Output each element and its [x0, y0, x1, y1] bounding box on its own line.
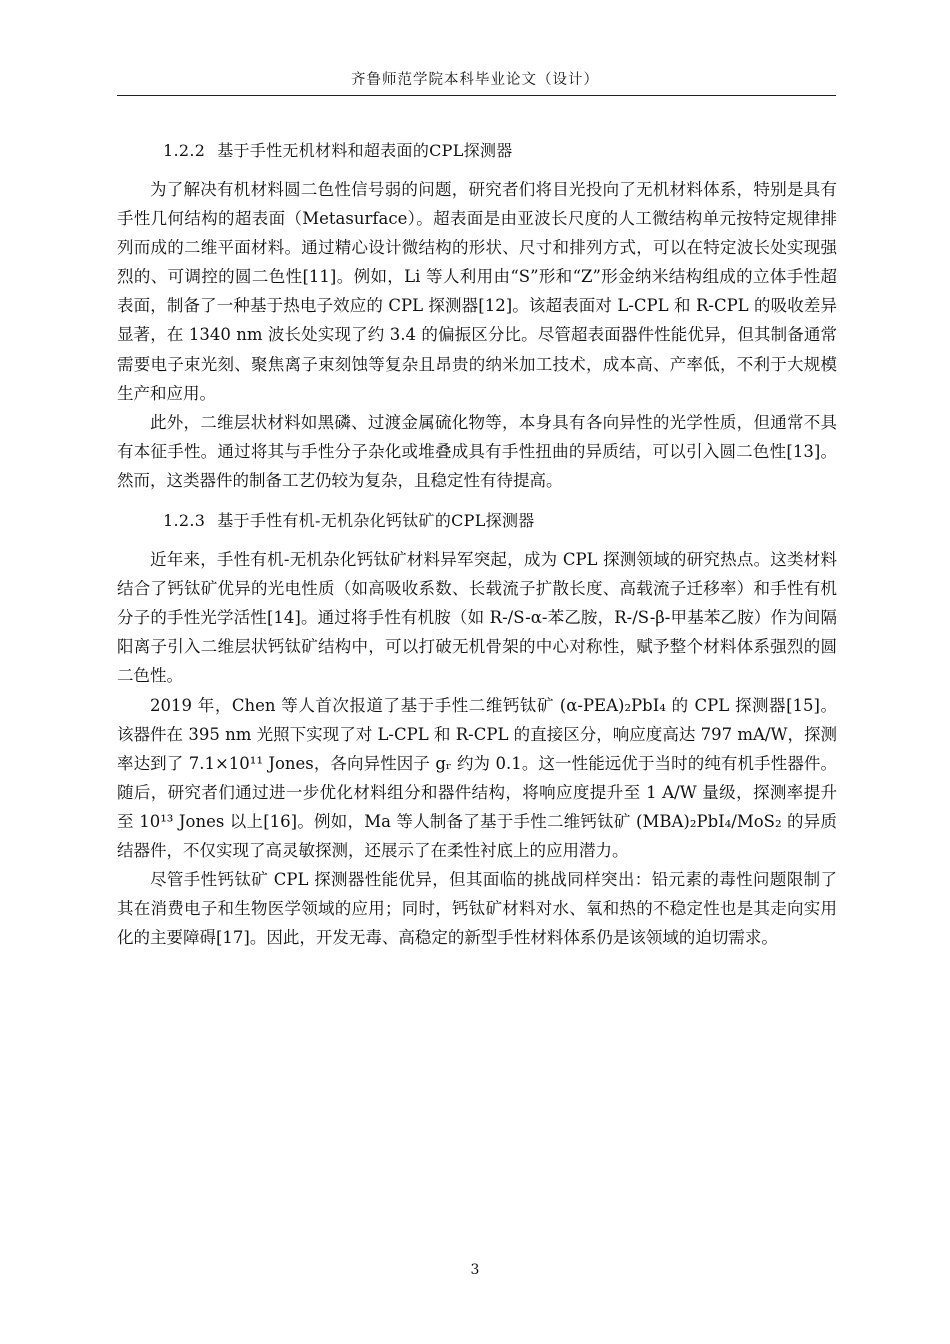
section-title: 基于手性有机-无机杂化钙钛矿的CPL探测器: [217, 511, 535, 531]
section-heading-1-2-2: [117, 133, 837, 169]
paragraph: 此外，二维层状材料如黑磷、过渡金属硫化物等，本身具有各向异性的光学性质，但通常不具有本征手性。通过将其与手性分子杂化或堆叠成具有手性扭曲的异质结，可以引入圆二色性[13]。然而，这类器件的制备工艺仍较为复杂，且稳定性有待提高。: [117, 412, 837, 490]
paragraph: 为了解决有机材料圆二色性信号弱的问题，研究者们将目光投向了无机材料体系，特别是具有手性几何结构的超表面（Metasurface）。超表面是由亚波长尺度的人工微结构单元按特定规律排列而成的二维平面材料。通过精心设计微结构的形状、尺寸和排列方式，可以在特定波长处实现强烈的、可调控的圆二色性[11]。例如，Li 等人利用由“S”形和“Z”形金纳米结构组成的立体手性超表面，制备了一种基于热电子效应的 CPL 探测器[12]。该超表面对 L-CPL 和 R-CPL 的吸收差异显著，在 1340 nm 波长处实现了约 3.4 的偏振区分比。尽管超表面器件性能优异，但其制备通常需要电子束光刻、聚焦离子束刻蚀等复杂且昂贵的纳米加工技术，成本高、产率低，不利于大规模生产和应用。: [117, 180, 837, 403]
section-number: 1.2.2: [163, 141, 206, 160]
paragraph: 近年来，手性有机-无机杂化钙钛矿材料异军突起，成为 CPL 探测领域的研究热点。这类材料结合了钙钛矿优异的光电性质（如高吸收系数、长载流子扩散长度、高载流子迁移率）和手性有机分子的手性光学活性[14]。通过将手性有机胺（如 R-/S-α-苯乙胺，R-/S-β-甲基苯乙胺）作为间隔阳离子引入二维层状钙钛矿结构中，可以打破无机骨架的中心对称性，赋予整个材料体系强烈的圆二色性。: [117, 550, 837, 686]
running-header: 齐鲁师范学院本科毕业论文（设计）: [351, 72, 599, 88]
header-rule: [117, 95, 836, 96]
paragraph: 2019 年，Chen 等人首次报道了基于手性二维钙钛矿 (α-PEA)₂PbI₄ 的 CPL 探测器[15]。该器件在 395 nm 光照下实现了对 L-CPL 和 R-CPL 的直接区分，响应度高达 797 mA/W，探测率达到了 7.1×10¹¹ Jones，各向异性因子 gᵣ 约为 0.1。这一性能远优于当时的纯有机手性器件。随后，研究者们通过进一步优化材料组分和器件结构，将响应度提升至 1 A/W 量级，探测率提升至 10¹³ Jones 以上[16]。例如，Ma 等人制备了基于手性二维钙钛矿 (MBA)₂PbI₄/MoS₂ 的异质结器件，不仅实现了高灵敏探测，还展示了在柔性衬底上的应用潜力。: [117, 695, 837, 860]
page-number: 3: [470, 1262, 480, 1278]
section-heading-1-2-3: [117, 503, 837, 539]
section-title: 基于手性无机材料和超表面的CPL探测器: [217, 141, 513, 160]
document-body: [117, 133, 837, 952]
section-number: 1.2.3: [163, 511, 206, 531]
paragraph: 尽管手性钙钛矿 CPL 探测器性能优异，但其面临的挑战同样突出：铅元素的毒性问题限制了其在消费电子和生物医学领域的应用；同时，钙钛矿材料对水、氧和热的不稳定性也是其走向实用化的主要障碍[17]。因此，开发无毒、高稳定的新型手性材料体系仍是该领域的迫切需求。: [117, 870, 837, 948]
